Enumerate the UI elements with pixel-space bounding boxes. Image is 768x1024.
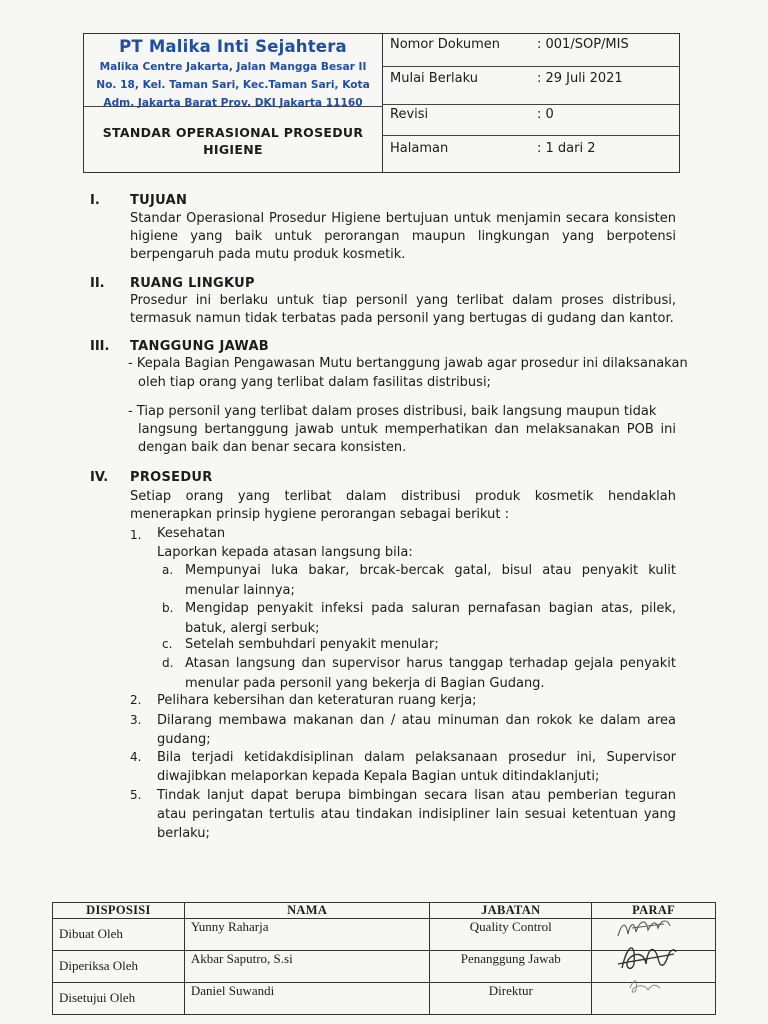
meta-label: Mulai Berlaku [390,71,478,86]
disposition-cell: Disetujui Oleh [53,983,185,1015]
subitem-marker: d. [162,656,174,670]
subitem-text: Setelah sembuhdari penyakit menular; [185,637,439,652]
company-address [84,58,382,112]
procedure-item-number: 3. [130,713,142,727]
name-cell: Yunny Raharja [184,919,430,951]
subitem-text: Atasan langsung dan supervisor harus tanggap terhadap gejala penyakit menular pada personil yang bekerja di Bagian Gudang. [185,656,676,691]
procedure-item-title: Kesehatan [157,526,226,541]
sop-title [84,124,382,158]
table-row [53,983,716,1015]
responsibility-bullet: - Tiap personil yang terlibat dalam proses distribusi, baik langsung maupun tidak [128,404,657,419]
meta-value: : 1 dari 2 [537,141,596,156]
subitem-marker: c. [162,637,173,651]
procedure-item-number: 2. [130,693,142,707]
column-header: NAMA [184,903,430,919]
subitem-text: Mempunyai luka bakar, brcak-bercak gatal, bisul atau penyakit kulit menular lainnya; [185,563,676,598]
procedure-item-number: 1. [130,528,142,542]
disposition-cell: Dibuat Oleh [53,919,185,951]
procedure-item-text: Bila terjadi ketidakdisiplinan dalam pelaksanaan prosedur ini, Supervisor diwajibkan melaporkan kepada Kepala Bagian untuk ditindaklanjuti; [157,750,676,784]
procedure-item-number: 5. [130,788,142,802]
procedure-item-text: Tindak lanjut dapat berupa bimbingan secara lisan atau pemberian teguran atau peringatan tertulis atau tindakan indisipliner lain sesuai ketentuan yang berlaku; [157,788,676,841]
sop-title-line: HIGIENE [203,142,263,157]
section-number: III. [90,339,110,354]
signature-penanggung-jawab [614,938,680,978]
section-title-ruang-lingkup: RUANG LINGKUP [130,276,255,291]
procedure-intro: Setiap orang yang terlibat dalam distribusi produk kosmetik hendaklah menerapkan prinsip hygiene perorangan sebagai berikut : [130,489,676,522]
document-header-table [83,33,680,173]
column-header: PARAF [592,903,716,919]
section-title-tujuan: TUJUAN [130,193,188,208]
section-title-tanggung-jawab: TANGGUNG JAWAB [130,339,270,354]
section-text-ruang-lingkup: Prosedur ini berlaku untuk tiap personil yang terlibat dalam proses distribusi, termasuk namun tidak terbatas pada personil yang bertugas di gudang dan kantor. [130,293,676,326]
address-line: Malika Centre Jakarta, Jalan Mangga Besar II [99,61,367,73]
procedure-item-text: Dilarang membawa makanan dan / atau minuman dan rokok ke dalam area gudang; [157,713,676,747]
procedure-item-number: 4. [130,750,142,764]
position-cell: Quality Control [430,919,592,951]
column-header: DISPOSISI [53,903,185,919]
meta-value: : 0 [537,107,554,122]
meta-value: : 29 Juli 2021 [537,71,623,86]
company-block [84,37,382,112]
responsibility-bullet-continued: oleh tiap orang yang terlibat dalam fasilitas distribusi; [138,375,491,390]
disposition-cell: Diperiksa Oleh [53,951,185,983]
header-divider [382,34,383,172]
procedure-item-text: Pelihara kebersihan dan keteraturan ruang kerja; [157,693,477,708]
company-name: PT Malika Inti Sejahtera [119,37,347,56]
subitem-text: Mengidap penyakit infeksi pada saluran pernafasan bagian atas, pilek, batuk, alergi serbuk; [185,601,676,636]
section-title-prosedur: PROSEDUR [130,470,213,485]
name-cell: Akbar Saputro, S.si [184,951,430,983]
meta-value: : 001/SOP/MIS [537,37,629,52]
header-divider [382,135,679,136]
responsibility-bullet-continued: langsung bertanggung jawab untuk memperhatikan dan melaksanakan POB ini dengan baik dan benar secara konsisten. [138,422,676,455]
procedure-item-subtitle: Laporkan kepada atasan langsung bila: [157,545,413,560]
meta-label: Nomor Dokumen [390,37,501,52]
section-number: I. [90,193,100,208]
position-cell: Direktur [430,983,592,1015]
subitem-marker: a. [162,563,174,577]
meta-label: Revisi [390,107,429,122]
sop-title-line: STANDAR OPERASIONAL PROSEDUR [102,125,364,140]
header-divider [382,66,679,67]
position-cell: Penanggung Jawab [430,951,592,983]
section-number: II. [90,276,105,291]
column-header: JABATAN [430,903,592,919]
section-number: IV. [90,470,109,485]
header-divider [382,104,679,105]
responsibility-bullet: - Kepala Bagian Pengawasan Mutu bertanggung jawab agar prosedur ini dilaksanakan [128,356,688,371]
name-cell: Daniel Suwandi [184,983,430,1015]
address-line: Adm. Jakarta Barat Prov. DKI Jakarta 11160 [103,97,363,109]
section-text-tujuan: Standar Operasional Prosedur Higiene bertujuan untuk menjamin secara konsisten higiene yang baik untuk perorangan maupun lingkungan yang berpotensi berpengaruh pada mutu produk kosmetik. [130,211,676,262]
address-line: No. 18, Kel. Taman Sari, Kec.Taman Sari, Kota [96,79,370,91]
subitem-marker: b. [162,601,174,615]
signature-direktur [626,974,666,996]
meta-label: Halaman [390,141,449,156]
